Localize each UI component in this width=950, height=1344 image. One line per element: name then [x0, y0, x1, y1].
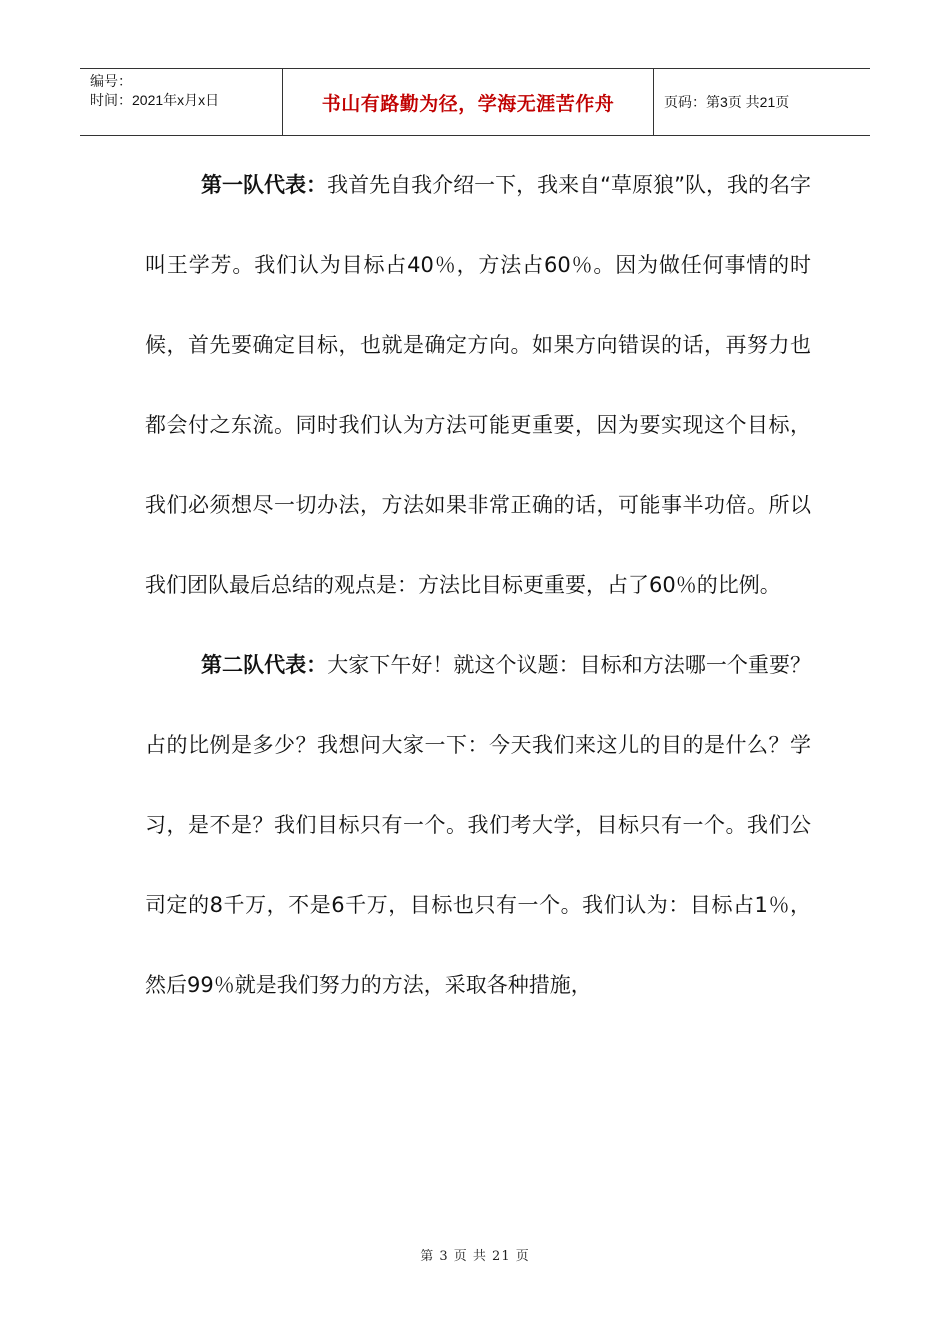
header-meta-cell: [80, 69, 282, 135]
paragraph-text: 大家下午好！就这个议题：目标和方法哪一个重要？占的比例是多少？我想问大家一下：今天我们来这儿的目的是什么？学习，是不是？我们目标只有一个。我们考大学，目标只有一个。我们公司定的8千万，不是6千万，目标也只有一个。我们认为：目标占1％，然后99％就是我们努力的方法，采取各种措施，: [145, 653, 812, 997]
page-footer: 第 3 页 共 21 页: [420, 1249, 530, 1264]
speaker-label: 第二队代表：: [201, 653, 328, 677]
header-page-info: 页码：第3页 共21页: [664, 94, 790, 110]
header-motto: 书山有路勤为径，学海无涯苦作舟: [321, 92, 615, 115]
paragraph-text: 我首先自我介绍一下，我来自“草原狼”队，我的名字叫王学芳。我们认为目标占40％，方法占60％。因为做任何事情的时候，首先要确定目标，也就是确定方向。如果方向错误的话，再努力也都会付之东流。同时我们认为方法可能更重要，因为要实现这个目标，我们必须想尽一切办法，方法如果非常正确的话，可能事半功倍。所以我们团队最后总结的观点是：方法比目标更重要，占了60％的比例。: [145, 173, 812, 597]
paragraph-team-one: [145, 145, 811, 625]
document-number-label: 编号：: [90, 73, 132, 89]
document-header: [80, 68, 870, 136]
document-date-label: 时间：2021年x月x日: [90, 92, 220, 108]
document-body: [145, 145, 811, 1025]
header-page-cell: [654, 69, 870, 135]
speaker-label: 第一队代表：: [201, 173, 328, 197]
header-motto-cell: [282, 69, 654, 135]
paragraph-team-two: [145, 625, 811, 1025]
